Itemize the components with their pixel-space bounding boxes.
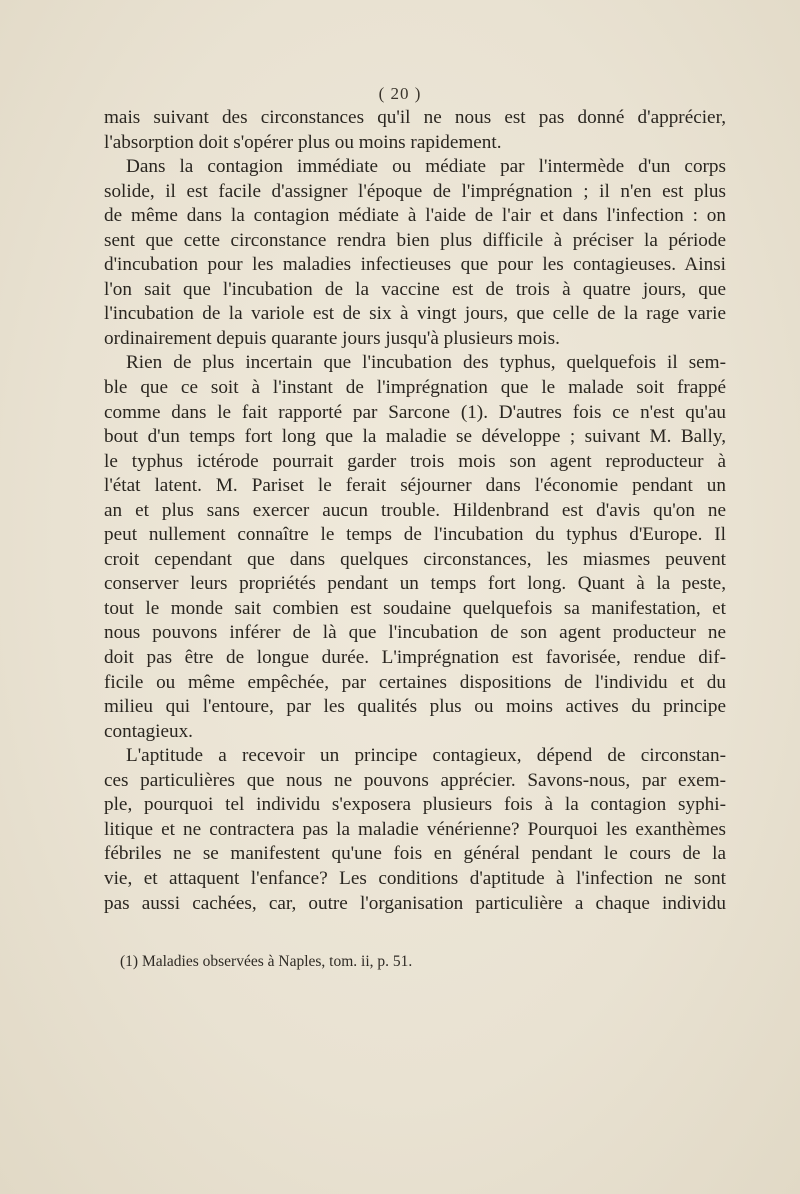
text-line: d'incubation pour les maladies infectieuses que pour les contagieuses. Ainsi bbox=[104, 254, 726, 276]
footnote: (1) Maladies observées à Naples, tom. ii, p. 51. bbox=[120, 953, 413, 970]
page-number: ( 20 ) bbox=[378, 84, 422, 103]
text-line: solide, il est facile d'assigner l'époque de l'imprégnation ; il n'en est plus bbox=[104, 180, 726, 202]
text-line: l'état latent. M. Pariset le ferait séjourner dans l'économie pendant un bbox=[104, 475, 726, 497]
text-line: vie, et attaquent l'enfance? Les conditions d'aptitude à l'infection ne sont bbox=[104, 867, 726, 889]
text-line: Rien de plus incertain que l'incubation des typhus, quelquefois il sem- bbox=[126, 352, 726, 374]
text-line: contagieux. bbox=[104, 720, 193, 742]
text-line: nous pouvons inférer de là que l'incubation de son agent producteur ne bbox=[104, 622, 726, 644]
text-line: l'on sait que l'incubation de la vaccine est de trois à quatre jours, que bbox=[104, 278, 726, 300]
text-line: L'aptitude a recevoir un principe contagieux, dépend de circonstan- bbox=[126, 745, 726, 767]
text-line: le typhus ictérode pourrait garder trois mois son agent reproducteur à bbox=[104, 450, 726, 472]
text-line: de même dans la contagion médiate à l'aide de l'air et dans l'infection : on bbox=[104, 205, 726, 227]
text-line: ficile ou même empêchée, par certaines dispositions de l'individu et du bbox=[104, 671, 726, 693]
text-line: an et plus sans exercer aucun trouble. Hildenbrand est d'avis qu'on ne bbox=[104, 499, 726, 521]
text-line: conserver leurs propriétés pendant un temps fort long. Quant à la peste, bbox=[104, 573, 726, 595]
text-line: milieu qui l'entoure, par les qualités plus ou moins actives du principe bbox=[104, 696, 726, 718]
text-line: ble que ce soit à l'instant de l'imprégnation que le malade soit frappé bbox=[104, 377, 726, 399]
text-line: litique et ne contractera pas la maladie vénérienne? Pourquoi les exanthèmes bbox=[104, 818, 726, 840]
text-line: ple, pourquoi tel individu s'exposera plusieurs fois à la contagion syphi- bbox=[104, 794, 726, 816]
text-line: comme dans le fait rapporté par Sarcone (1). D'autres fois ce n'est qu'au bbox=[104, 401, 726, 423]
text-line: sent que cette circonstance rendra bien plus difficile à préciser la période bbox=[104, 229, 726, 251]
text-line: mais suivant des circonstances qu'il ne nous est pas donné d'apprécier, bbox=[104, 107, 726, 128]
text-line: l'incubation de la variole est de six à vingt jours, que celle de la rage varie bbox=[104, 303, 726, 325]
text-line: croit cependant que dans quelques circonstances, les miasmes peuvent bbox=[104, 548, 726, 570]
text-line: doit pas être de longue durée. L'imprégnation est favorisée, rendue dif- bbox=[104, 647, 726, 669]
text-line: ordinairement depuis quarante jours jusqu'à plusieurs mois. bbox=[104, 327, 560, 349]
text-line: tout le monde sait combien est soudaine quelquefois sa manifestation, et bbox=[104, 597, 726, 619]
body-text bbox=[104, 106, 726, 916]
text-line: l'absorption doit s'opérer plus ou moins rapidement. bbox=[104, 131, 502, 153]
text-line: peut nullement connaître le temps de l'incubation du typhus d'Europe. Il bbox=[104, 524, 726, 546]
text-line: Dans la contagion immédiate ou médiate par l'intermède d'un corps bbox=[126, 156, 726, 178]
text-line: ces particulières que nous ne pouvons apprécier. Savons-nous, par exem- bbox=[104, 769, 726, 791]
text-line: bout d'un temps fort long que la maladie se développe ; suivant M. Bally, bbox=[104, 426, 726, 448]
text-line: fébriles ne se manifestent qu'une fois en général pendant le cours de la bbox=[104, 843, 726, 865]
text-line: pas aussi cachées, car, outre l'organisation particulière a chaque individu bbox=[104, 892, 726, 914]
